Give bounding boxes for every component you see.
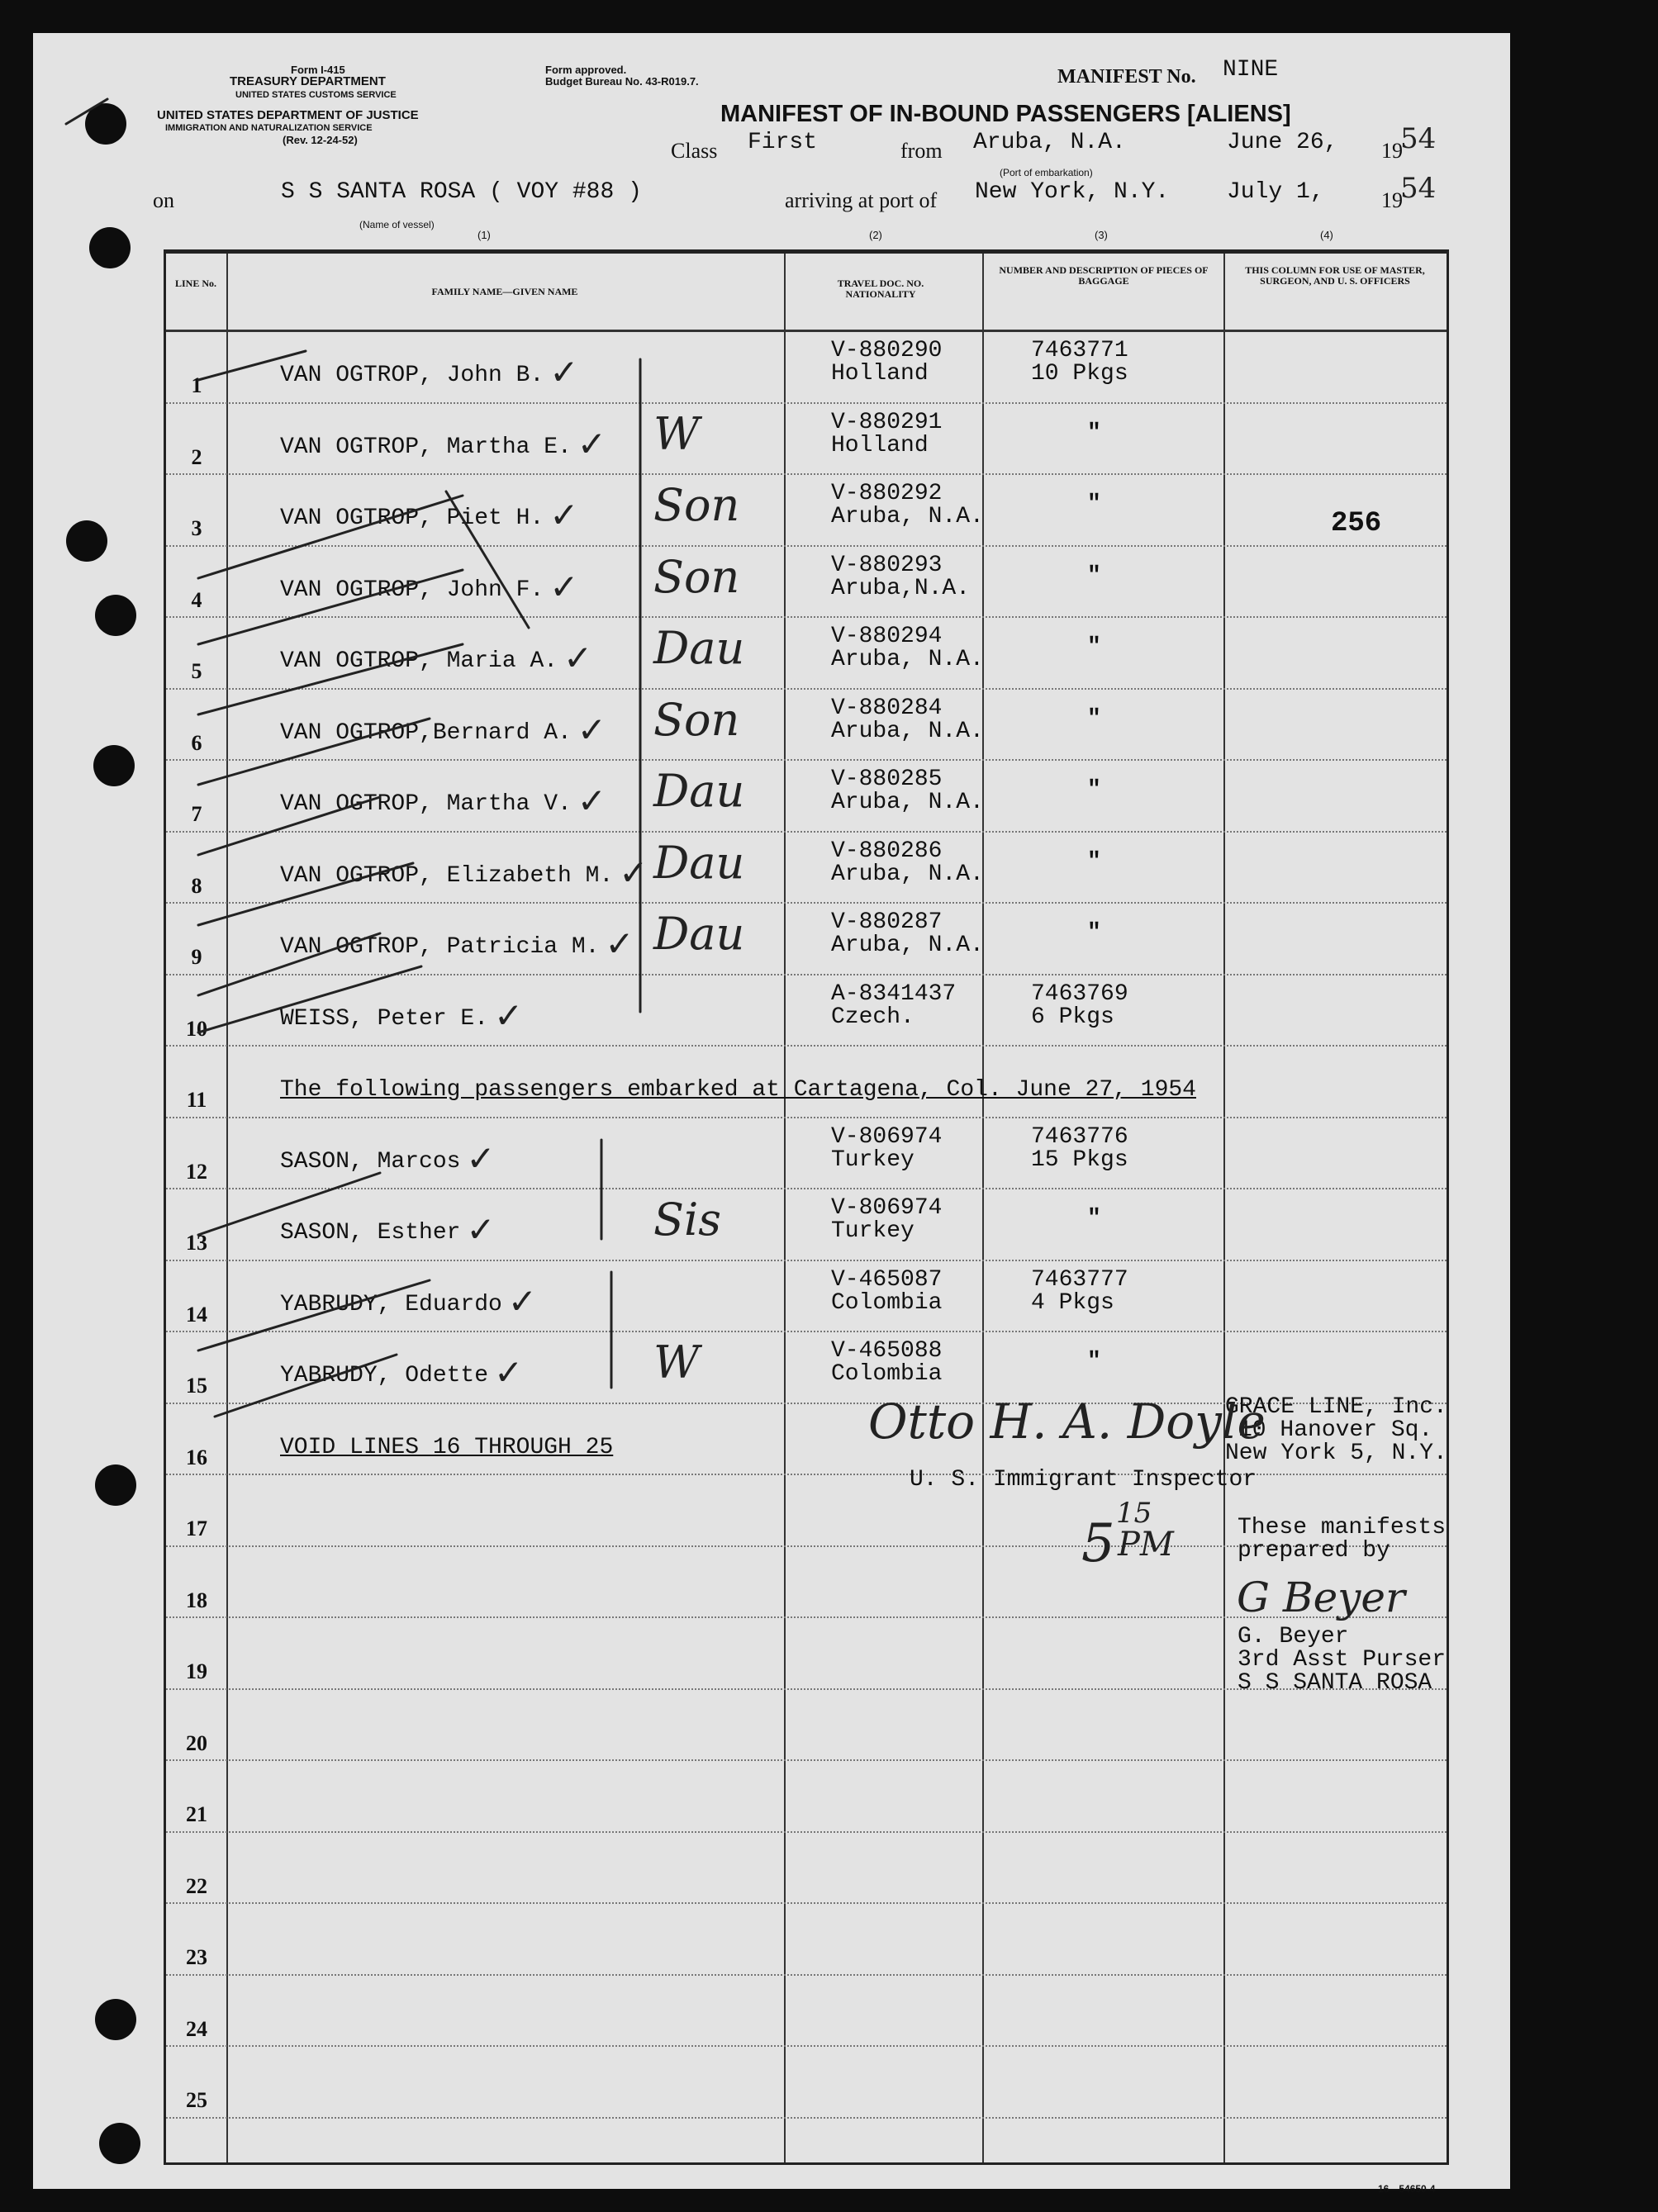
line-number: 10 <box>186 1016 207 1041</box>
nationality: Colombia <box>831 1361 943 1387</box>
travel-doc-number: V-880291 <box>831 409 943 435</box>
nationality: Turkey <box>831 1146 915 1173</box>
passenger-name: VAN OGTROP, John B. <box>280 363 544 388</box>
print-code: 16—54650-4 <box>1378 2183 1436 2195</box>
line-number: 18 <box>186 1588 207 1612</box>
passenger-name: YABRUDY, Eduardo <box>280 1291 502 1317</box>
relationship-note: Son <box>653 693 740 746</box>
line-number: 11 <box>186 1088 207 1112</box>
line-number: 14 <box>186 1302 207 1327</box>
customs-service: UNITED STATES CUSTOMS SERVICE <box>235 90 397 100</box>
baggage-ditto: " <box>1087 920 1101 946</box>
nationality: Turkey <box>831 1218 915 1244</box>
ins-label: IMMIGRATION AND NATURALIZATION SERVICE <box>165 123 373 133</box>
nationality: Aruba, N.A. <box>831 790 984 815</box>
baggage-ditto: " <box>1087 491 1101 517</box>
relationship-note: Son <box>653 550 740 603</box>
purser-signature: G Beyer <box>1237 1574 1405 1621</box>
manifest-no-value: NINE <box>1223 57 1279 83</box>
relationship-note: Dau <box>653 622 745 674</box>
travel-doc-number: V-880284 <box>831 695 943 721</box>
travel-doc-number: V-880292 <box>831 481 943 506</box>
embarkation-note: The following passengers embarked at Cartagena, Col. June 27, 1954 <box>280 1077 1196 1103</box>
col-marker-4: (4) <box>1320 229 1333 241</box>
baggage-ditto: " <box>1087 705 1101 732</box>
stamp-number: 256 <box>1331 508 1382 539</box>
inspector-time-minutes: 15 <box>1116 1497 1152 1530</box>
line-number: 17 <box>186 1517 207 1540</box>
line-number: 16 <box>186 1445 207 1469</box>
check-mark: ✓ <box>619 852 648 893</box>
company-line-2: 10 Hanover Sq. <box>1238 1417 1433 1443</box>
passenger-name: SASON, Esther <box>280 1220 461 1246</box>
embark-year-suffix: 54 <box>1400 122 1437 155</box>
port-embarkation-caption: (Port of embarkation) <box>1000 167 1093 178</box>
passenger-name: VAN OGTROP, Piet H. <box>280 506 544 531</box>
check-mark: ✓ <box>494 994 524 1036</box>
purser-title: 3rd Asst Purser <box>1238 1647 1447 1673</box>
nationality: Holland <box>831 432 929 458</box>
class-value: First <box>748 130 818 155</box>
prepared-by-2: prepared by <box>1238 1538 1390 1564</box>
col-marker-3: (3) <box>1095 229 1108 241</box>
manifest-no-label: MANIFEST No. <box>1057 66 1196 88</box>
baggage-tag: 7463777 <box>1031 1266 1128 1293</box>
relationship-note: Dau <box>653 908 745 960</box>
line-number: 6 <box>191 730 202 755</box>
prepared-by-1: These manifests <box>1238 1515 1447 1540</box>
budget-bureau: Budget Bureau No. 43-R019.7. <box>545 75 699 88</box>
nationality: Aruba, N.A. <box>831 718 984 744</box>
pen-stroke <box>198 1280 430 1350</box>
relationship-note: Son <box>653 479 740 531</box>
check-mark: ✓ <box>577 423 606 464</box>
arrival-date: July 1, <box>1227 179 1324 205</box>
nationality: Aruba,N.A. <box>831 575 971 601</box>
line-number: 25 <box>186 2088 207 2112</box>
line-number: 8 <box>191 873 202 898</box>
nationality: Czech. <box>831 1004 915 1030</box>
void-lines-note: VOID LINES 16 THROUGH 25 <box>280 1434 614 1460</box>
line-number: 13 <box>186 1231 207 1255</box>
manifest-page <box>33 33 1510 2195</box>
header-baggage: NUMBER AND DESCRIPTION OF PIECES OF BAGGAGE <box>999 264 1209 287</box>
embark-year-prefix: 19 <box>1381 139 1403 163</box>
nationality: Holland <box>831 361 929 387</box>
revision: (Rev. 12-24-52) <box>283 134 358 146</box>
passenger-name: VAN OGTROP,Bernard A. <box>280 719 572 746</box>
travel-doc-number: V-880286 <box>831 838 943 864</box>
baggage-ditto: " <box>1087 562 1101 589</box>
company-line-1: GRACE LINE, Inc. <box>1225 1394 1447 1420</box>
embark-date: June 26, <box>1227 130 1338 155</box>
travel-doc-number: V-880293 <box>831 552 943 578</box>
line-number: 5 <box>191 659 202 683</box>
line-number: 7 <box>191 802 202 826</box>
vessel-name: S S SANTA ROSA ( VOY #88 ) <box>281 179 642 205</box>
pen-stroke <box>198 351 306 380</box>
travel-doc-number: V-465088 <box>831 1338 943 1364</box>
line-number: 2 <box>191 444 202 469</box>
baggage-pieces: 15 Pkgs <box>1031 1146 1128 1173</box>
line-number: 12 <box>186 1159 207 1184</box>
passenger-name: YABRUDY, Odette <box>280 1363 489 1388</box>
baggage-ditto: " <box>1087 420 1101 446</box>
check-mark: ✓ <box>507 1280 537 1322</box>
purser-name: G. Beyer <box>1238 1624 1349 1650</box>
relationship-note: Sis <box>653 1194 721 1246</box>
inspector-label: U. S. Immigrant Inspector <box>910 1467 1257 1493</box>
baggage-tag: 7463769 <box>1031 980 1128 1007</box>
passenger-name: VAN OGTROP, Maria A. <box>280 648 558 674</box>
check-mark: ✓ <box>577 709 606 750</box>
class-label: Class <box>671 139 718 163</box>
form-approved: Form approved. <box>545 64 627 76</box>
handwriting-marks <box>33 33 1510 2189</box>
travel-doc-number: V-465087 <box>831 1266 943 1293</box>
passenger-name: WEISS, Peter E. <box>280 1005 489 1032</box>
relationship-note: W <box>653 407 700 460</box>
purser-vessel: S S SANTA ROSA <box>1238 1670 1432 1696</box>
pen-stroke <box>198 966 421 1032</box>
check-mark: ✓ <box>466 1137 496 1179</box>
line-number: 22 <box>186 1873 207 1898</box>
arrival-year-suffix: 54 <box>1400 172 1437 205</box>
travel-doc-number: V-880294 <box>831 624 943 649</box>
from-value: Aruba, N.A. <box>973 130 1126 155</box>
arriving-label: arriving at port of <box>785 188 938 212</box>
inspector-time: 5 <box>1081 1513 1115 1574</box>
header-officers: THIS COLUMN FOR USE OF MASTER, SURGEON, AND U. S. OFFICERS <box>1245 264 1425 287</box>
nationality: Aruba, N.A. <box>831 861 984 887</box>
nationality: Colombia <box>831 1289 943 1316</box>
line-number: 1 <box>191 373 202 397</box>
col-marker-1: (1) <box>477 229 491 241</box>
manifest-title: MANIFEST OF IN-BOUND PASSENGERS [ALIENS] <box>720 101 1291 127</box>
baggage-ditto: " <box>1087 848 1101 875</box>
travel-doc-number: V-806974 <box>831 1195 943 1221</box>
treasury-department: TREASURY DEPARTMENT <box>230 74 386 88</box>
travel-doc-number: V-880290 <box>831 338 943 363</box>
vessel-caption: (Name of vessel) <box>359 219 435 230</box>
travel-doc-number: V-880285 <box>831 767 943 792</box>
relationship-note: Dau <box>653 836 745 889</box>
inspector-signature: Otto H. A. Doyle <box>868 1393 1266 1450</box>
check-mark: ✓ <box>466 1209 496 1250</box>
pen-stroke <box>446 491 529 628</box>
baggage-ditto: " <box>1087 1206 1101 1232</box>
line-number: 15 <box>186 1374 207 1398</box>
check-mark: ✓ <box>577 781 606 821</box>
nationality: Aruba, N.A. <box>831 504 984 529</box>
line-number: 9 <box>191 945 202 969</box>
pen-stroke <box>198 644 463 714</box>
pen-stroke <box>198 797 380 855</box>
pen-stroke <box>198 719 430 785</box>
line-number: 4 <box>191 587 202 612</box>
line-number: 24 <box>186 2016 207 2041</box>
company-line-3: New York 5, N.Y. <box>1225 1441 1447 1466</box>
baggage-tag: 7463776 <box>1031 1123 1128 1150</box>
pen-stroke <box>66 99 107 124</box>
check-mark: ✓ <box>563 638 593 678</box>
pen-stroke <box>215 1355 397 1417</box>
inspector-time-pm: PM <box>1118 1526 1174 1564</box>
baggage-ditto: " <box>1087 1349 1101 1374</box>
baggage-pieces: 10 Pkgs <box>1031 361 1128 387</box>
line-number: 20 <box>186 1730 207 1755</box>
line-number: 21 <box>186 1802 207 1826</box>
nationality: Aruba, N.A. <box>831 933 984 958</box>
passenger-name: VAN OGTROP, John F. <box>280 577 544 603</box>
baggage-ditto: " <box>1087 777 1101 803</box>
form-number: Form I-415 <box>291 64 345 76</box>
travel-doc-number: A-8341437 <box>831 980 957 1007</box>
header-name: FAMILY NAME—GIVEN NAME <box>431 286 578 297</box>
on-label: on <box>153 188 174 212</box>
passenger-name: VAN OGTROP, Patricia M. <box>280 934 600 960</box>
from-label: from <box>900 139 943 163</box>
baggage-pieces: 4 Pkgs <box>1031 1289 1114 1316</box>
pen-stroke <box>198 1173 380 1235</box>
line-number: 3 <box>191 516 202 540</box>
justice-department: UNITED STATES DEPARTMENT OF JUSTICE <box>157 108 419 122</box>
passenger-name: SASON, Marcos <box>280 1148 461 1175</box>
arrival-year-prefix: 19 <box>1381 188 1403 212</box>
relationship-note: W <box>653 1336 700 1388</box>
nationality: Aruba, N.A. <box>831 647 984 672</box>
line-number: 23 <box>186 1945 207 1969</box>
check-mark: ✓ <box>494 1352 524 1393</box>
col-marker-2: (2) <box>869 229 882 241</box>
passenger-name: VAN OGTROP, Elizabeth M. <box>280 862 614 889</box>
header-line-no: LINE No. <box>174 278 216 289</box>
travel-doc-number: V-880287 <box>831 909 943 935</box>
passenger-name: VAN OGTROP, Martha E. <box>280 434 572 460</box>
travel-doc-number: V-806974 <box>831 1123 943 1150</box>
baggage-ditto: " <box>1087 634 1101 660</box>
passenger-name: VAN OGTROP, Martha V. <box>280 791 572 817</box>
relationship-note: Dau <box>653 765 745 817</box>
baggage-tag: 7463771 <box>1031 338 1128 363</box>
arrival-port: New York, N.Y. <box>975 179 1170 205</box>
check-mark: ✓ <box>605 923 634 964</box>
baggage-pieces: 6 Pkgs <box>1031 1004 1114 1030</box>
check-mark: ✓ <box>549 566 579 607</box>
check-mark: ✓ <box>549 352 579 392</box>
header-travel-doc: TRAVEL DOC. NO. NATIONALITY <box>837 278 924 300</box>
pen-stroke <box>198 570 463 644</box>
pen-stroke <box>198 863 413 925</box>
check-mark: ✓ <box>549 495 579 535</box>
line-number: 19 <box>186 1659 207 1683</box>
pen-stroke <box>198 496 463 578</box>
